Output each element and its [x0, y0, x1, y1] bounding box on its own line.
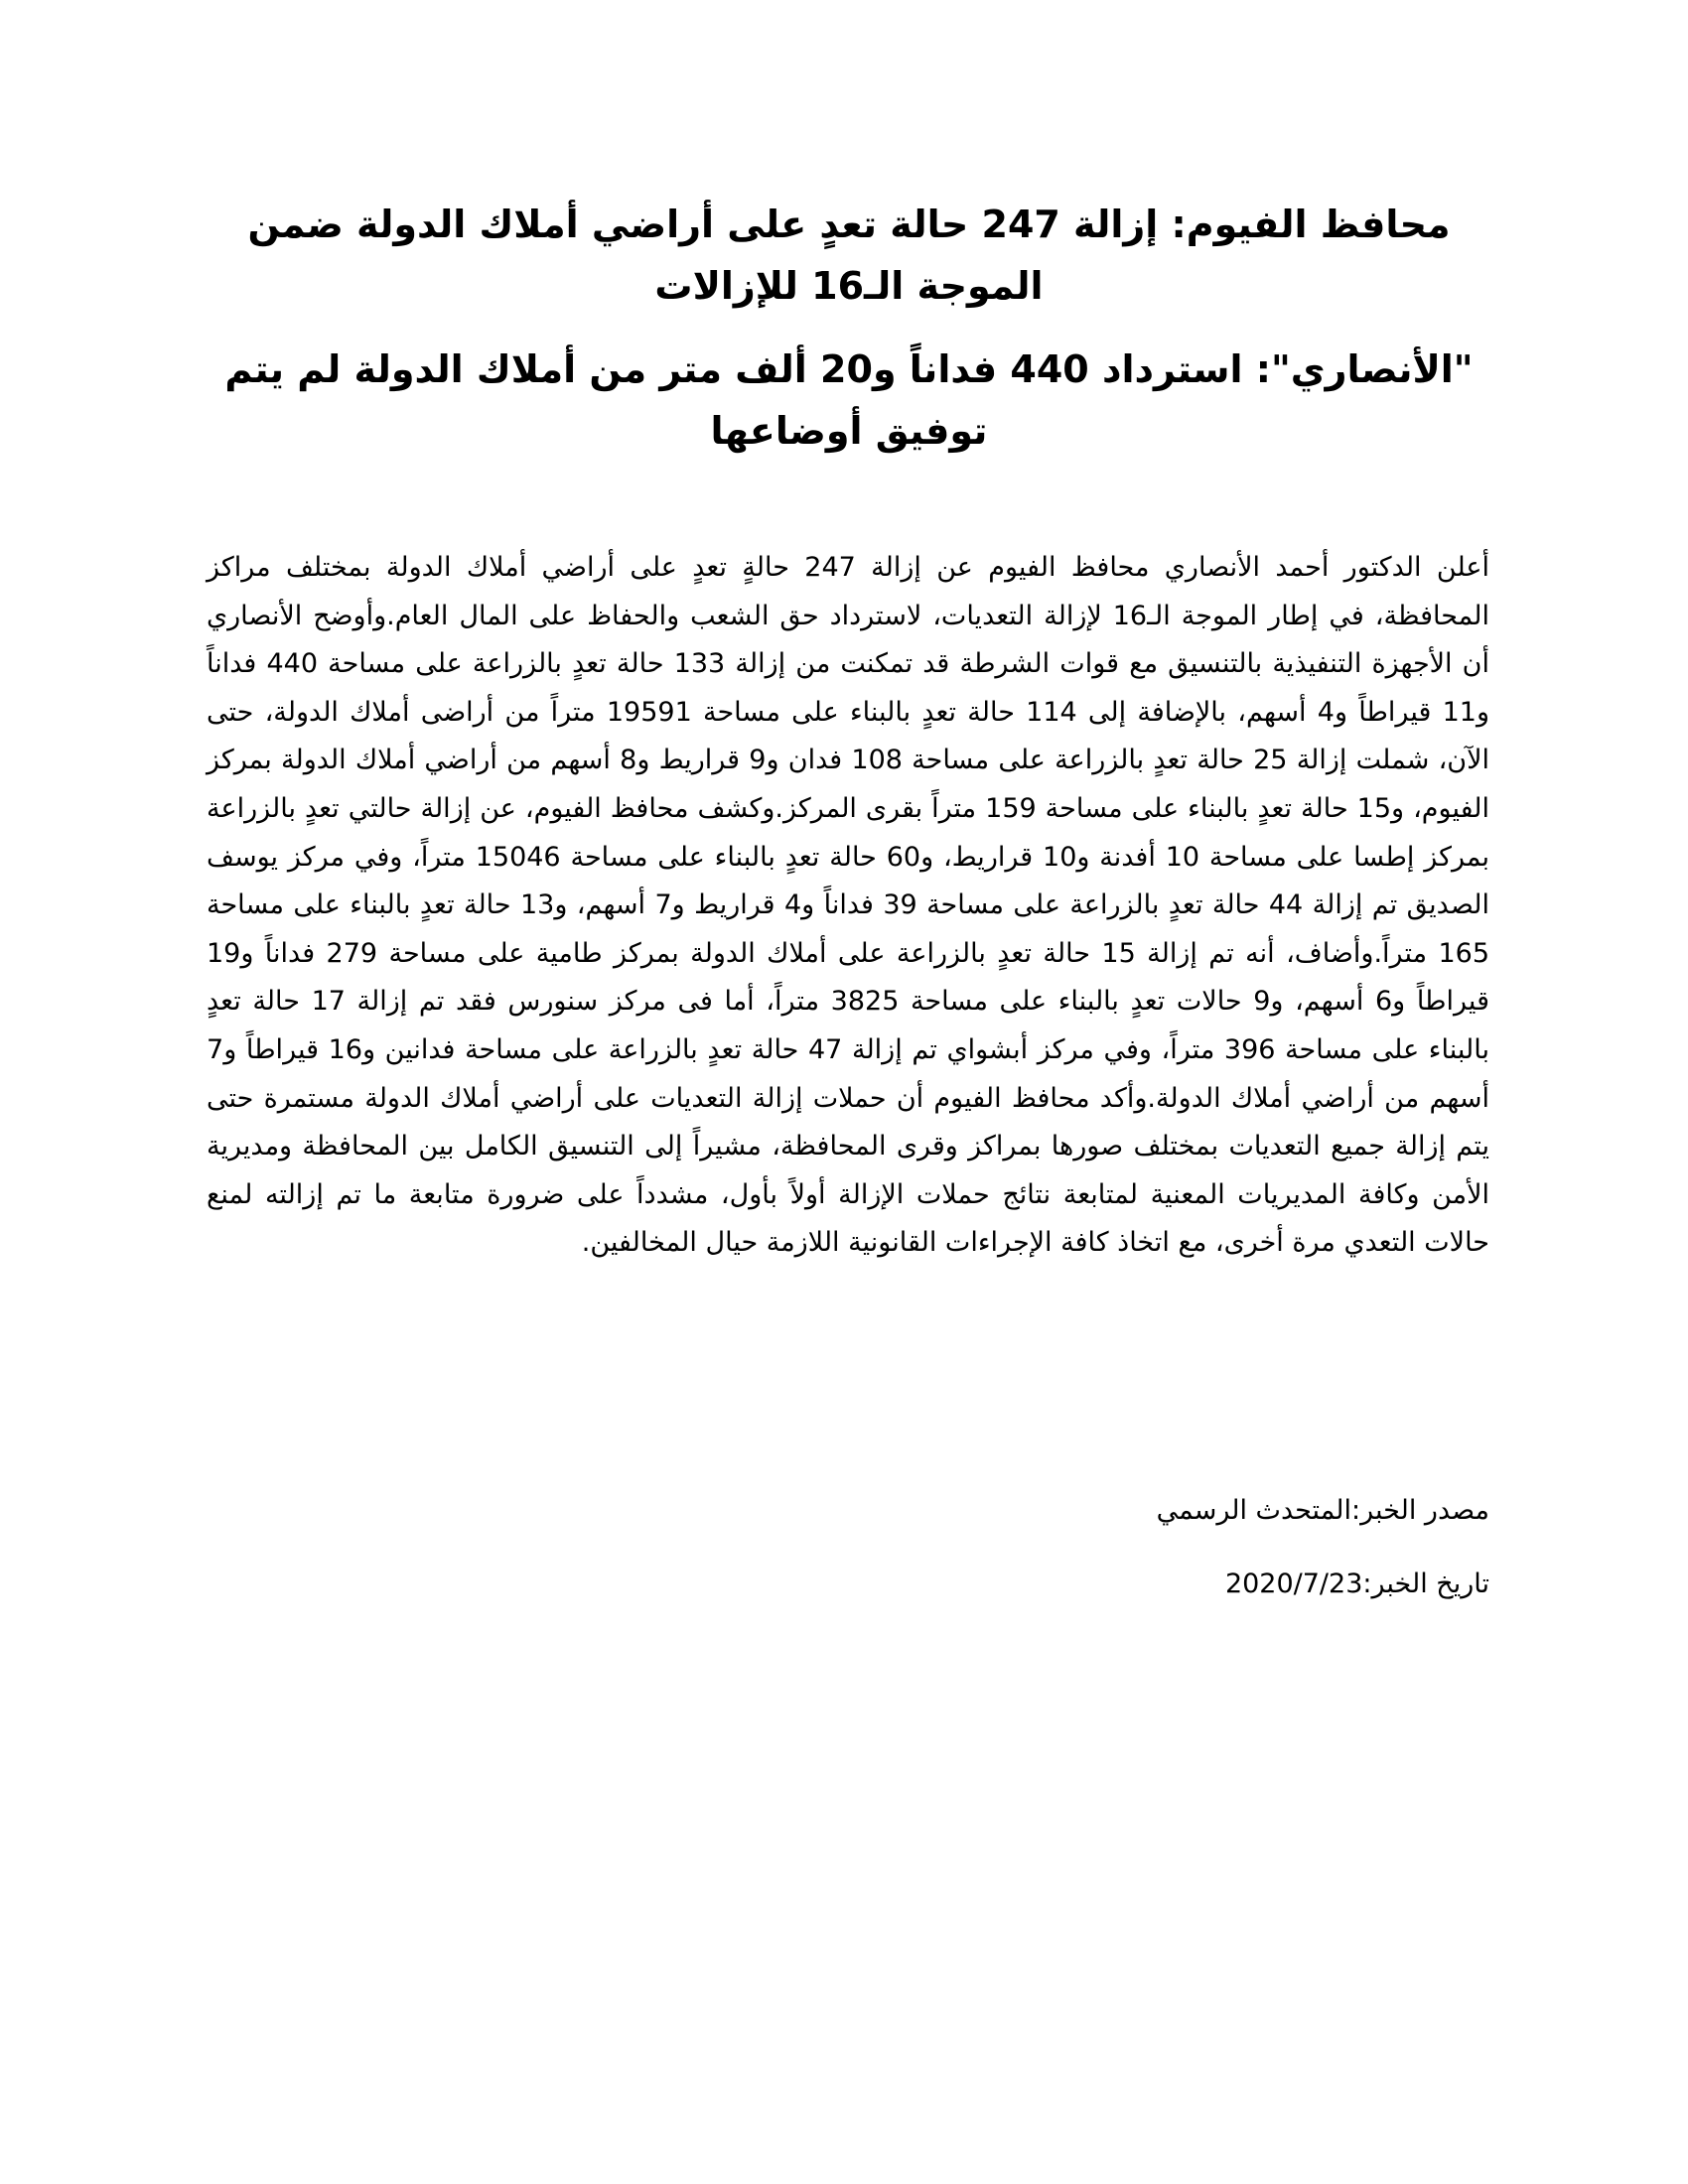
news-date-label: تاريخ الخبر:	[1362, 1569, 1489, 1599]
news-source-value: المتحدث الرسمي	[1156, 1495, 1352, 1526]
sub-headline: "الأنصاري": استرداد 440 فداناً و20 ألف متر من أملاك الدولة لم يتم توفيق أوضاعها	[224, 347, 1474, 453]
main-headline: محافظ الفيوم: إزالة 247 حالة تعدٍ على أراضي أملاك الدولة ضمن الموجة الـ16 للإزالات	[247, 203, 1451, 308]
news-source-label: مصدر الخبر:	[1351, 1495, 1489, 1526]
article-meta	[207, 1491, 1489, 1604]
news-source-line	[207, 1491, 1489, 1531]
headline-block	[209, 194, 1489, 462]
news-date-value: 2020/7/23	[1224, 1569, 1363, 1599]
news-date-line	[207, 1565, 1489, 1604]
article-body: أعلن الدكتور أحمد الأنصاري محافظ الفيوم عن إزالة 247 حالةٍ تعدٍ على أراضي أملاك الدولة بمختلف مراكز المحافظة، في إطار الموجة الـ16 لإزالة التعديات، لاسترداد حق الشعب والحفاظ على المال العام.وأوضح الأنصاري أن الأجهزة التنفيذية بالتنسيق مع قوات الشرطة قد تمكنت من إزالة 133 حالة تعدٍ بالزراعة على مساحة 440 فداناً و11 قيراطاً و4 أسهم، بالإضافة إلى 114 حالة تعدٍ بالبناء على مساحة 19591 متراً من أراضى أملاك الدولة، حتى الآن، شملت إزالة 25 حالة تعدٍ بالزراعة على مساحة 108 فدان و9 قراريط و8 أسهم من أراضي أملاك الدولة بمركز الفيوم، و15 حالة تعدٍ بالبناء على مساحة 159 متراً بقرى المركز.وكشف محافظ الفيوم، عن إزالة حالتي تعدٍ بالزراعة بمركز إطسا على مساحة 10 أفدنة و10 قراريط، و60 حالة تعدٍ بالبناء على مساحة 15046 متراً، وفي مركز يوسف الصديق تم إزالة 44 حالة تعدٍ بالزراعة على مساحة 39 فداناً و4 قراريط و7 أسهم، و13 حالة تعدٍ بالبناء على مساحة 165 متراً.وأضاف، أنه تم إزالة 15 حالة تعدٍ بالزراعة على أملاك الدولة بمركز طامية على مساحة 279 فداناً و19 قيراطاً و6 أسهم، و9 حالات تعدٍ بالبناء على مساحة 3825 متراً، أما فى مركز سنورس فقد تم إزالة 17 حالة تعدٍ بالبناء على مساحة 396 متراً، وفي مركز أبشواي تم إزالة 47 حالة تعدٍ بالزراعة على مساحة فدانين و16 قيراطاً و7 أسهم من أراضي أملاك الدولة.وأكد محافظ الفيوم أن حملات إزالة التعديات على أراضي أملاك الدولة مستمرة حتى يتم إزالة جميع التعديات بمختلف صورها بمراكز وقرى المحافظة، مشيراً إلى التنسيق الكامل بين المحافظة ومديرية الأمن وكافة المديريات المعنية لمتابعة نتائج حملات الإزالة أولاً بأول، مشدداً على ضرورة متابعة ما تم إزالته لمنع حالات التعدي مرة أخرى، مع اتخاذ كافة الإجراءات القانونية اللازمة حيال المخالفين.	[207, 552, 1490, 1259]
